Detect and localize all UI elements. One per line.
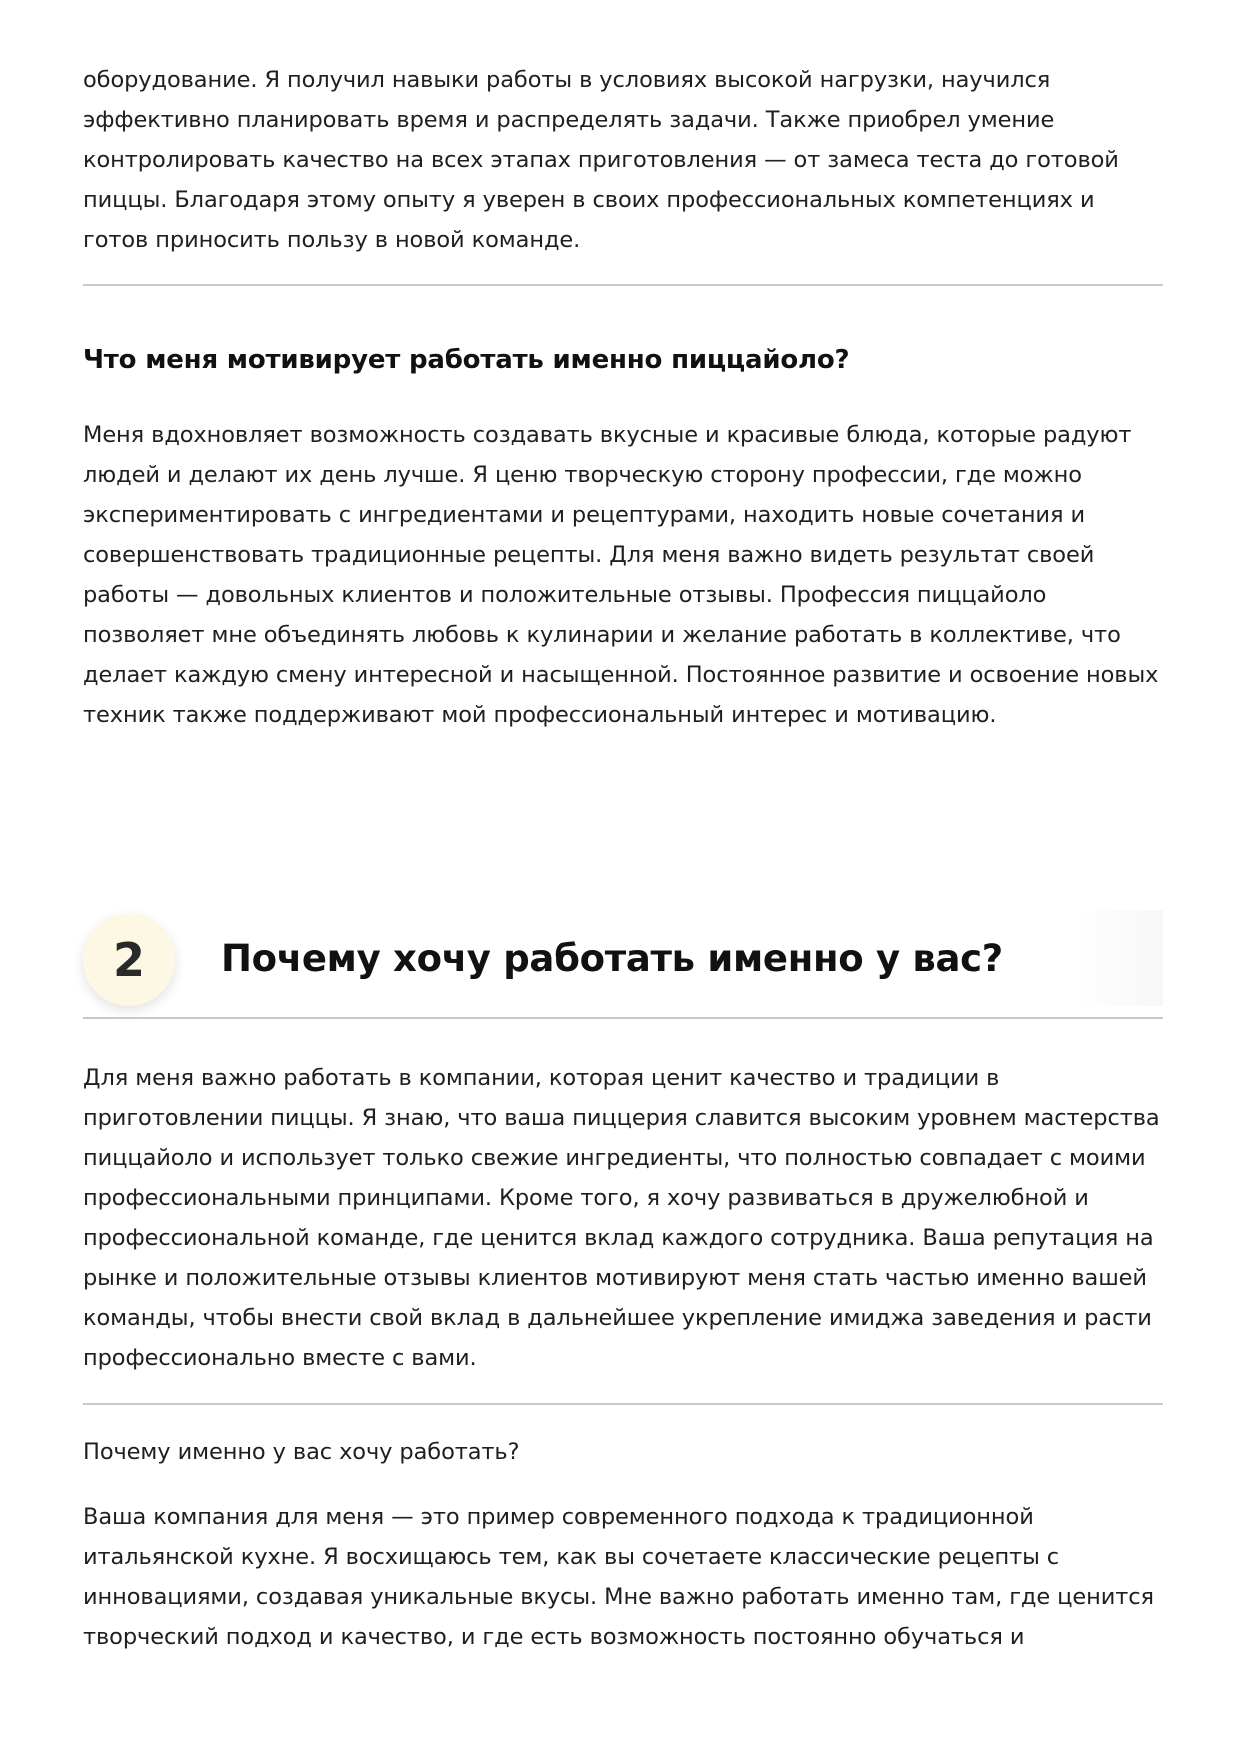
intro-paragraph: оборудование. Я получил навыки работы в условиях высокой нагрузки, научился эффективно планировать время и распределять задачи. Также приобрел умение контролировать качество на всех этапах приготовления — от замеса теста до готовой пиццы. Благодаря этому опыту я уверен в своих профессиональных компетенциях и готов приносить пользу в новой команде. [83,67,1119,253]
why-company-paragraph: Для меня важно работать в компании, которая ценит качество и традиции в приготовлении пиццы. Я знаю, что ваша пиццерия славится высоким уровнем мастерства пиццайоло и использует только свежие ингредиенты, что полностью совпадает с моими профессиональными принципами. Кроме того, я хочу развиваться в дружелюбной и профессиональной команде, где ценится вклад каждого сотрудника. Ваша репутация на рынке и положительные отзывы клиентов мотивируют меня стать частью именно вашей команды, чтобы внести свой вклад в дальнейшее укрепление имиджа заведения и расти профессионально вместе с вами. [83,1065,1160,1371]
motivation-heading: Что меня мотивирует работать именно пиццайоло? [83,345,850,375]
divider [83,284,1163,286]
divider [83,1403,1163,1405]
section-header [83,910,1163,1006]
section-number-badge: 2 [83,914,175,1006]
answer-paragraph: Ваша компания для меня — это пример современного подхода к традиционной итальянской кухне. Я восхищаюсь тем, как вы сочетаете классические рецепты с инновациями, создавая уникальные вкусы. Мне важно работать именно там, где ценится творческий подход и качество, и где есть возможность постоянно обучаться и [83,1504,1154,1650]
section-title: Почему хочу работать именно у вас? [221,937,1003,980]
question-line: Почему именно у вас хочу работать? [83,1439,520,1465]
motivation-paragraph: Меня вдохновляет возможность создавать вкусные и красивые блюда, которые радуют людей и делают их день лучше. Я ценю творческую сторону профессии, где можно экспериментировать с ингредиентами и рецептурами, находить новые сочетания и совершенствовать традиционные рецепты. Для меня важно видеть результат своей работы — довольных клиентов и положительные отзывы. Профессия пиццайоло позволяет мне объединять любовь к кулинарии и желание работать в коллективе, что делает каждую смену интересной и насыщенной. Постоянное развитие и освоение новых техник также поддерживают мой профессиональный интерес и мотивацию. [83,422,1159,728]
divider [83,1017,1163,1019]
